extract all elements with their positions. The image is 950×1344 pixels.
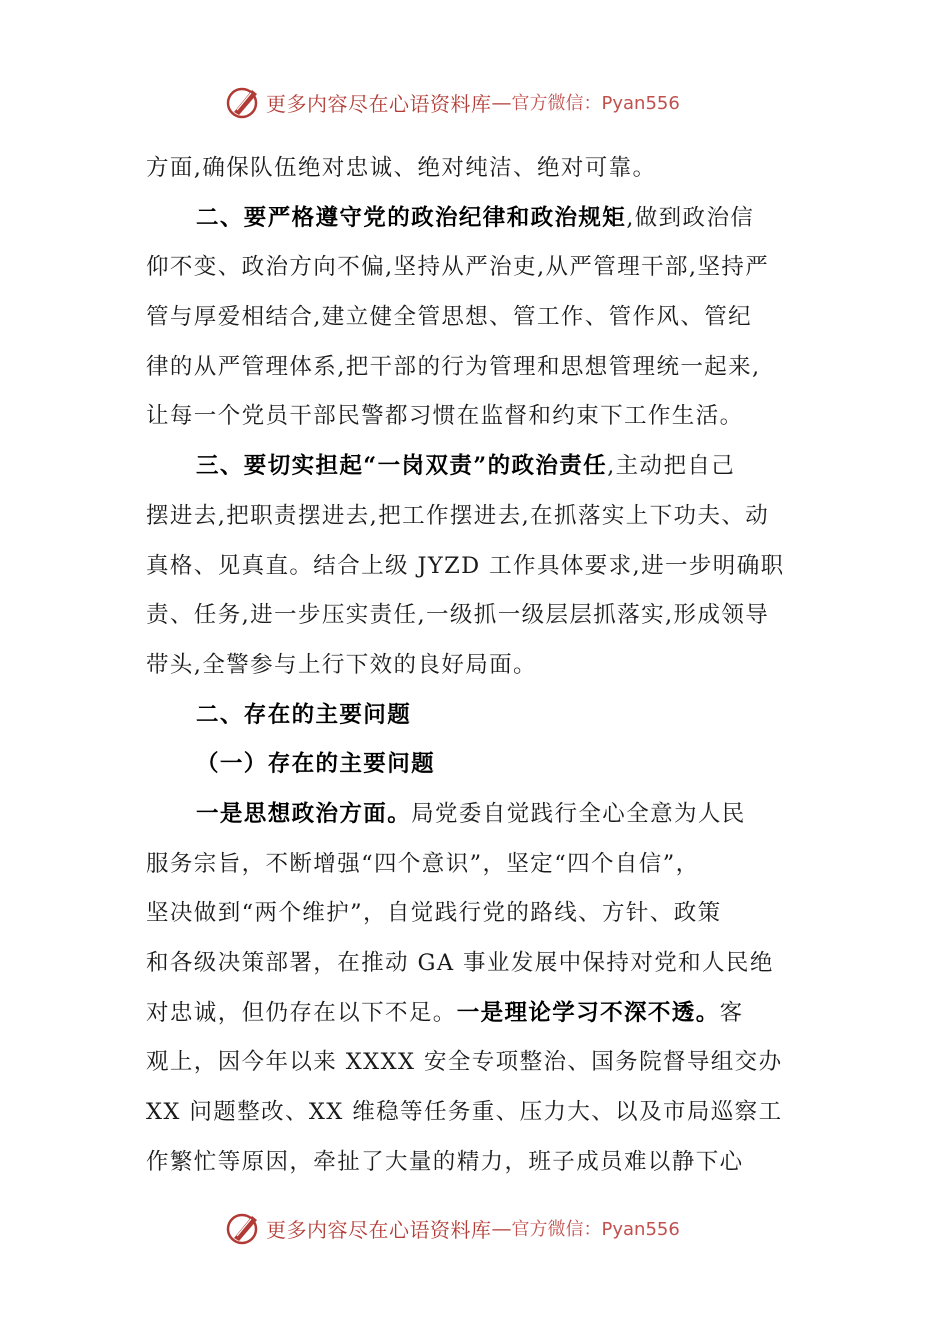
pen-nib-logo-icon <box>224 82 264 122</box>
text-line <box>146 392 808 442</box>
body-text: 真格、见真直。结合上级 JYZD 工作具体要求,进一步明确职 <box>146 552 785 579</box>
footer-watermark-banner <box>224 1208 680 1248</box>
text-line <box>146 790 808 840</box>
banner-text: 更多内容尽在心语资料库 <box>266 1217 492 1242</box>
body-text: 坚决做到“两个维护”，自觉践行党的路线、方针、政策 <box>146 900 722 927</box>
body-text: XX 问题整改、XX 维稳等任务重、压力大、以及市局巡察工 <box>146 1099 783 1126</box>
bold-heading-text: 一是思想政治方面。 <box>196 800 412 827</box>
text-line <box>146 691 808 741</box>
body-text: 带头,全警参与上行下效的良好局面。 <box>146 651 537 678</box>
body-text: 服务宗旨，不断增强“四个意识”，坚定“四个自信”， <box>146 850 700 877</box>
text-line <box>146 492 808 542</box>
body-text: 局党委自觉践行全心全意为人民 <box>411 800 746 827</box>
bold-heading-text: 三、要切实担起“一岗双责”的政治责任 <box>196 453 608 480</box>
body-text: 让每一个党员干部民警都习惯在监督和约束下工作生活。 <box>146 403 744 430</box>
document-body <box>146 144 808 1187</box>
body-text: ,主动把自己 <box>607 453 736 480</box>
text-line <box>146 1138 808 1188</box>
text-line <box>146 989 808 1039</box>
text-line <box>146 542 808 592</box>
text-line <box>146 889 808 939</box>
text-line <box>146 740 808 790</box>
text-line <box>146 144 808 194</box>
bold-heading-text: 一是理论学习不深不透。 <box>456 999 720 1026</box>
text-line <box>146 293 808 343</box>
text-line <box>146 243 808 293</box>
text-line <box>146 591 808 641</box>
body-text: 观上，因今年以来 XXXX 安全专项整治、国务院督导组交办 <box>146 1049 783 1076</box>
pen-nib-logo-icon <box>224 1208 264 1248</box>
text-line <box>146 442 808 492</box>
body-text: 方面,确保队伍绝对忠诚、绝对纯洁、绝对可靠。 <box>146 155 657 181</box>
body-text: 客 <box>719 999 744 1026</box>
body-text: 律的从严管理体系,把干部的行为管理和思想管理统一起来, <box>146 353 761 380</box>
body-text: 责、任务,进一步压实责任,一级抓一级层层抓落实,形成领导 <box>146 602 770 629</box>
text-line <box>146 194 808 244</box>
bold-heading-text: 二、要严格遵守党的政治纪律和政治规矩 <box>196 204 627 231</box>
body-text: 仰不变、政治方向不偏,坚持从严治吏,从严管理干部,坚持严 <box>146 254 770 281</box>
text-line <box>146 840 808 890</box>
body-text: 摆进去,把职责摆进去,把工作摆进去,在抓落实上下功夫、动 <box>146 502 770 529</box>
body-text: 和各级决策部署，在推动 GA 事业发展中保持对党和人民绝 <box>146 950 774 976</box>
body-text: ,做到政治信 <box>626 204 755 231</box>
banner-separator: — <box>491 90 512 114</box>
text-line <box>146 641 808 691</box>
body-text: 管与厚爱相结合,建立健全管思想、管工作、管作风、管纪 <box>146 304 753 331</box>
header-watermark-banner <box>224 82 680 122</box>
body-text: 作繁忙等原因，牵扯了大量的精力，班子成员难以静下心 <box>146 1148 744 1175</box>
text-line <box>146 939 808 989</box>
banner-text: 更多内容尽在心语资料库 <box>266 91 492 116</box>
body-text: 对忠诚，但仍存在以下不足。 <box>146 999 457 1026</box>
text-line <box>146 343 808 393</box>
banner-wechat-text: 官方微信：Pyan556 <box>511 93 680 114</box>
text-line <box>146 1038 808 1088</box>
banner-wechat-text: 官方微信：Pyan556 <box>511 1219 680 1240</box>
text-line <box>146 1088 808 1138</box>
banner-separator: — <box>491 1216 512 1240</box>
bold-heading-text: （一）存在的主要问题 <box>196 751 436 778</box>
bold-heading-text: 二、存在的主要问题 <box>196 701 412 728</box>
